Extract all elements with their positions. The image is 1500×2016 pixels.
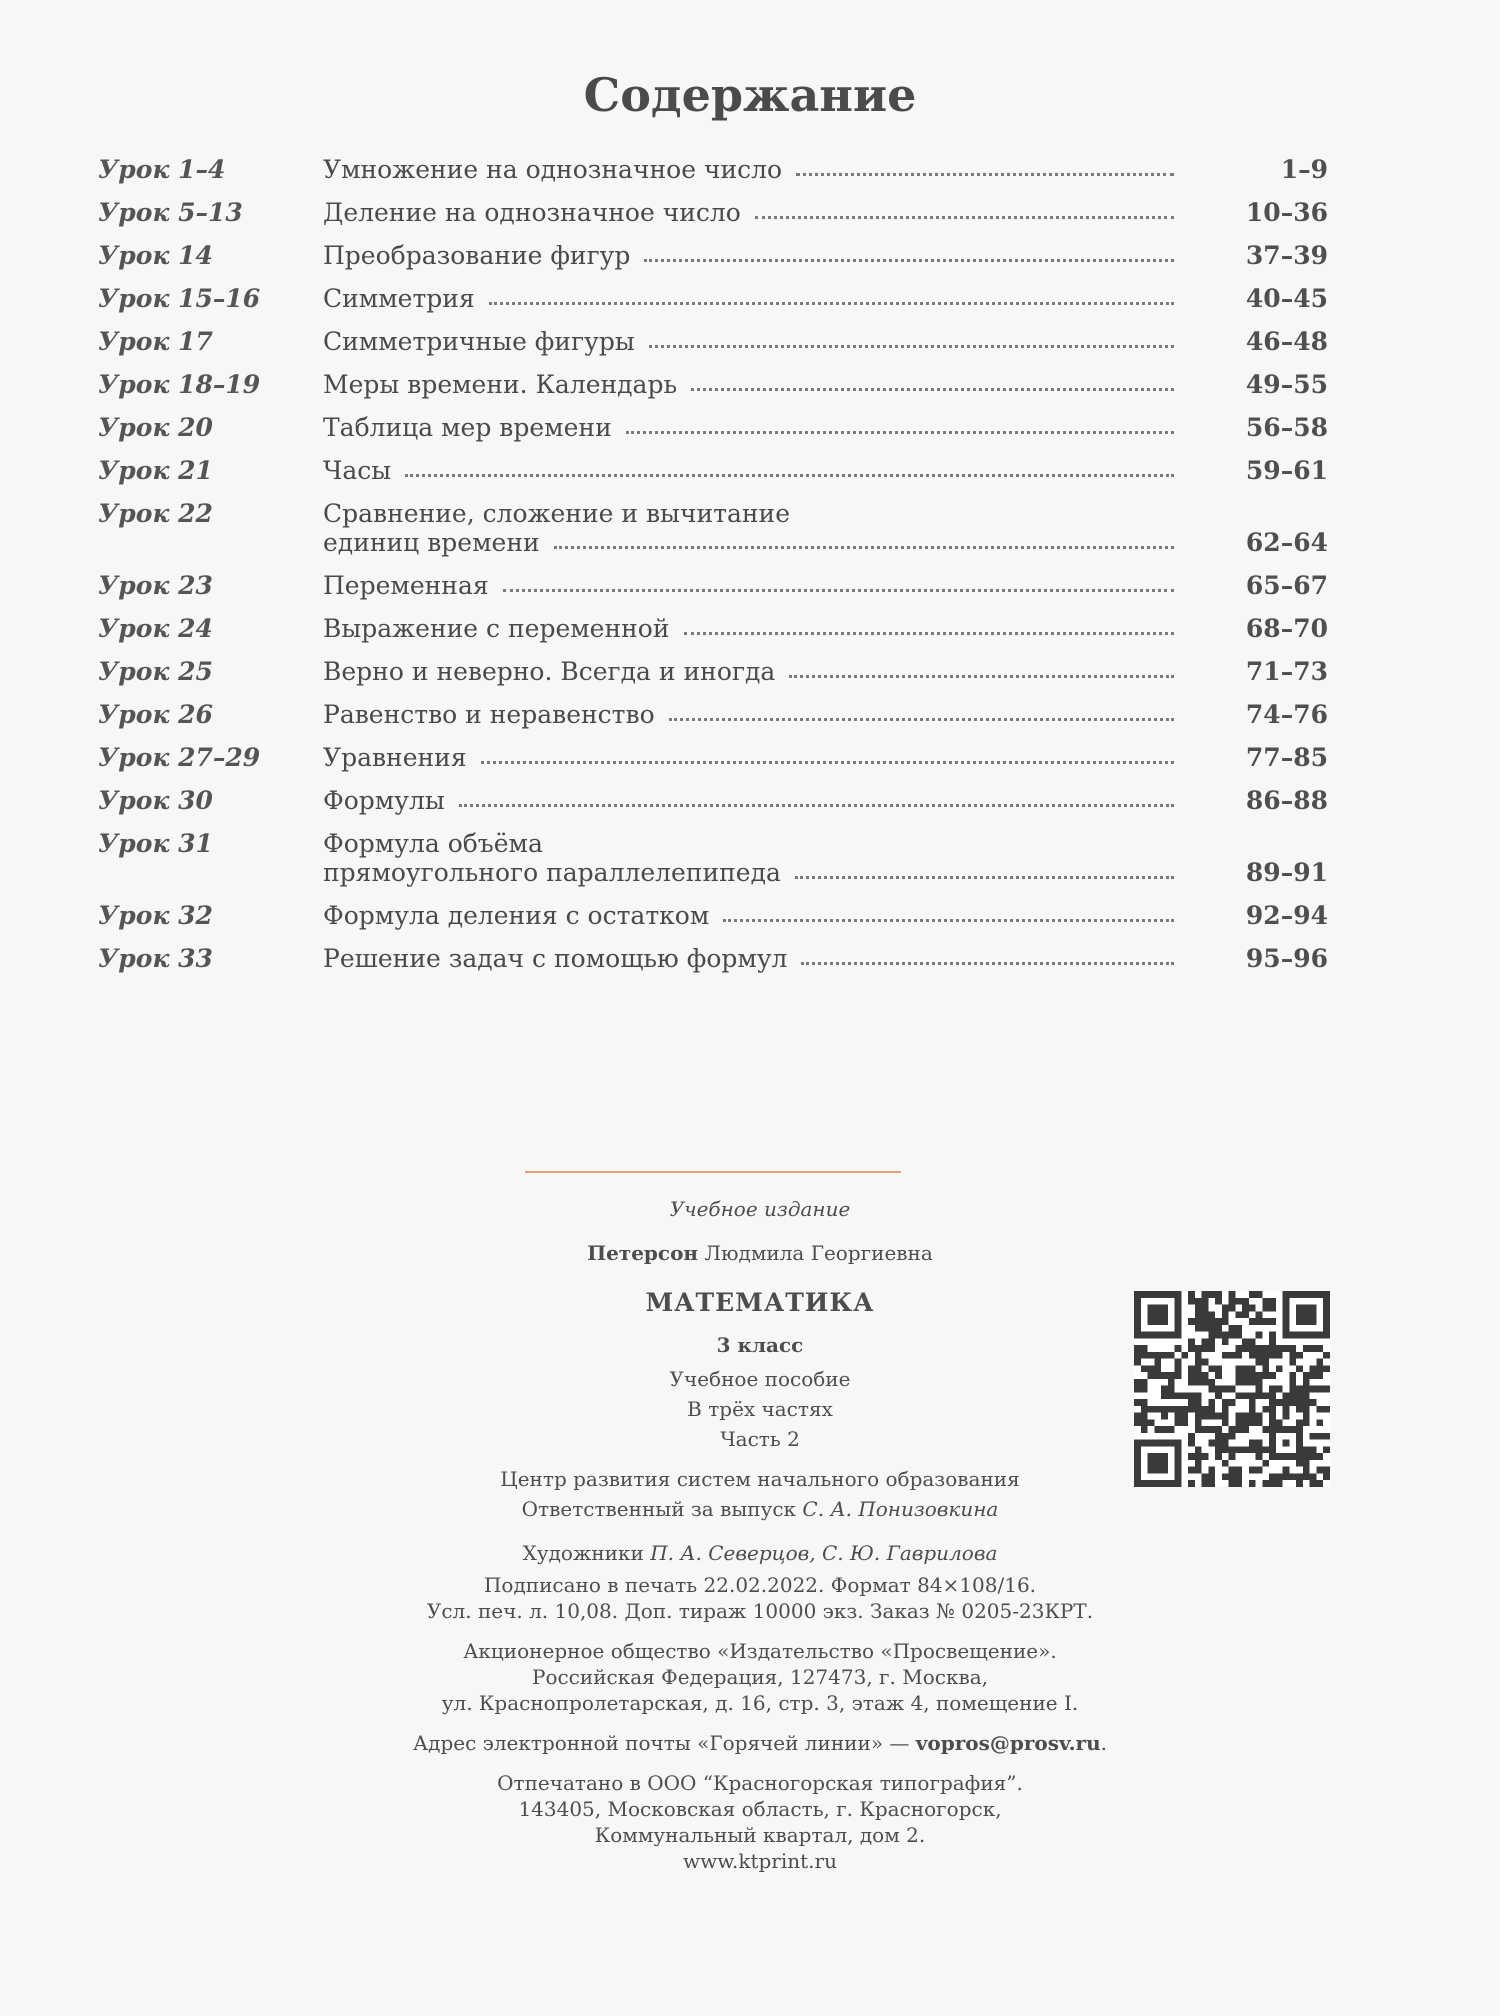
toc-leader-dots [755, 198, 1174, 219]
toc-topic-text: Симметрия [323, 284, 475, 313]
book-type: Учебное пособие [669, 1367, 851, 1391]
toc-leader-dots [691, 370, 1174, 391]
toc-leader-dots [789, 657, 1174, 678]
toc-pages: 95–96 [1245, 944, 1328, 973]
toc-topic-text: Таблица мер времени [323, 413, 612, 442]
toc-row [98, 148, 1328, 191]
toc-row [98, 937, 1328, 980]
toc-lesson: Урок 26 [98, 700, 213, 729]
toc-topic-text: Деление на однозначное число [323, 198, 741, 227]
printer-line-3: Коммунальный квартал, дом 2. [594, 1823, 926, 1847]
grade: 3 класс [716, 1333, 804, 1357]
toc-pages: 71–73 [1245, 657, 1328, 686]
publisher-line-2: Российская Федерация, 127473, г. Москва, [531, 1665, 988, 1689]
artists-label: Художники [522, 1541, 651, 1565]
toc-leader-dots [405, 456, 1174, 477]
toc-lesson: Урок 25 [98, 657, 213, 686]
toc-topic-line [323, 657, 1328, 686]
toc-topic [323, 456, 1328, 485]
toc-pages: 37–39 [1245, 241, 1328, 270]
toc-leader-dots [459, 786, 1174, 807]
toc-topic [323, 499, 1328, 557]
toc-topic [323, 571, 1328, 600]
toc-topic-line [323, 700, 1328, 729]
toc-pages: 59–61 [1245, 456, 1328, 485]
toc-leader-dots [669, 700, 1174, 721]
toc-topic-line [323, 198, 1328, 227]
toc-pages: 56–58 [1245, 413, 1328, 442]
toc-lesson: Урок 23 [98, 571, 213, 600]
toc-topic-text: Выражение с переменной [323, 614, 670, 643]
table-of-contents [98, 148, 1328, 980]
email-label: Адрес электронной почты «Горячей линии» — [412, 1731, 916, 1755]
toc-leader-dots [796, 155, 1174, 176]
toc-pages: 65–67 [1245, 571, 1328, 600]
toc-topic [323, 284, 1328, 313]
toc-topic [323, 241, 1328, 270]
imprint-block [330, 1196, 1190, 1874]
toc-topic-line [323, 155, 1328, 184]
edition-label: Учебное издание [669, 1197, 851, 1221]
toc-topic-line [323, 284, 1328, 313]
toc-lesson: Урок 27–29 [98, 743, 261, 772]
qr-code [1134, 1291, 1330, 1487]
toc-leader-dots [481, 743, 1174, 764]
toc-pages: 46–48 [1245, 327, 1328, 356]
toc-topic [323, 413, 1328, 442]
toc-topic-text: единиц времени [323, 528, 540, 557]
toc-topic [323, 155, 1328, 184]
toc-row [98, 320, 1328, 363]
toc-row [98, 607, 1328, 650]
publisher-line-3: ул. Краснопролетарская, д. 16, стр. 3, этаж 4, помещение I. [441, 1691, 1079, 1715]
toc-topic-text: Формула деления с остатком [323, 901, 710, 930]
toc-row [98, 564, 1328, 607]
toc-topic-text: Симметричные фигуры [323, 327, 635, 356]
toc-topic-line [323, 413, 1328, 442]
toc-lesson: Урок 15–16 [98, 284, 261, 313]
signed-info: Подписано в печать 22.02.2022. Формат 84×108/16. [483, 1573, 1037, 1597]
toc-topic [323, 370, 1328, 399]
toc-pages: 74–76 [1245, 700, 1328, 729]
toc-topic-line [323, 786, 1328, 815]
toc-leader-dots [503, 571, 1174, 592]
parts-count: В трёх частях [687, 1397, 833, 1421]
toc-topic-text: Переменная [323, 571, 489, 600]
toc-lesson: Урок 30 [98, 786, 213, 815]
toc-topic-text: Уравнения [323, 743, 467, 772]
toc-topic-text: Умножение на однозначное число [323, 155, 783, 184]
toc-topic-line [323, 743, 1328, 772]
toc-topic [323, 700, 1328, 729]
toc-topic [323, 829, 1328, 887]
print-info: Усл. печ. л. 10,08. Доп. тираж 10000 экз. Заказ № 0205-23КРТ. [426, 1599, 1094, 1623]
author-last-name: Петерсон [587, 1241, 699, 1265]
toc-lesson: Урок 17 [98, 327, 213, 356]
toc-topic-line [323, 858, 1328, 887]
toc-lesson: Урок 22 [98, 499, 213, 528]
toc-row [98, 650, 1328, 693]
toc-row [98, 822, 1328, 894]
toc-lesson: Урок 31 [98, 829, 213, 858]
center-name: Центр развития систем начального образования [500, 1467, 1020, 1491]
toc-leader-dots [723, 901, 1174, 922]
toc-topic-line [323, 571, 1328, 600]
toc-pages: 86–88 [1245, 786, 1328, 815]
publisher-line-1: Акционерное общество «Издательство «Просвещение». [463, 1639, 1057, 1663]
toc-topic-line [323, 370, 1328, 399]
toc-leader-dots [801, 944, 1174, 965]
responsible-name: С. А. Понизовкина [802, 1497, 999, 1521]
toc-pages: 92–94 [1245, 901, 1328, 930]
toc-lesson: Урок 21 [98, 456, 213, 485]
responsible [330, 1494, 1190, 1524]
email-end: . [1100, 1731, 1107, 1755]
toc-row [98, 894, 1328, 937]
toc-row [98, 492, 1328, 564]
email-link[interactable]: vopros@prosv.ru [915, 1731, 1101, 1755]
toc-row [98, 449, 1328, 492]
author [330, 1240, 1190, 1266]
toc-topic-line [323, 829, 1328, 858]
toc-leader-dots [489, 284, 1174, 305]
toc-leader-dots [684, 614, 1174, 635]
toc-pages: 68–70 [1245, 614, 1328, 643]
toc-topic-text: Верно и неверно. Всегда и иногда [323, 657, 776, 686]
toc-pages: 10–36 [1245, 198, 1328, 227]
toc-pages: 62–64 [1245, 528, 1328, 557]
toc-topic [323, 786, 1328, 815]
printer-website[interactable]: www.ktprint.ru [683, 1849, 837, 1873]
toc-topic-line [323, 327, 1328, 356]
toc-topic-line [323, 528, 1328, 557]
toc-topic [323, 327, 1328, 356]
toc-topic-line [323, 614, 1328, 643]
toc-topic-line [323, 499, 1328, 528]
book-title: МАТЕМАТИКА [645, 1288, 875, 1317]
part-number: Часть 2 [720, 1427, 800, 1451]
toc-lesson: Урок 33 [98, 944, 213, 973]
toc-topic-line [323, 901, 1328, 930]
toc-topic-text: Часы [323, 456, 392, 485]
toc-pages: 77–85 [1245, 743, 1328, 772]
toc-row [98, 693, 1328, 736]
toc-row [98, 363, 1328, 406]
toc-topic [323, 657, 1328, 686]
toc-row [98, 234, 1328, 277]
toc-pages: 1–9 [1280, 155, 1328, 184]
toc-row [98, 191, 1328, 234]
toc-topic [323, 901, 1328, 930]
divider [525, 1171, 901, 1173]
toc-leader-dots [626, 413, 1174, 434]
page-title: Содержание [583, 68, 917, 122]
toc-lesson: Урок 20 [98, 413, 213, 442]
toc-topic [323, 944, 1328, 973]
toc-topic-line [323, 456, 1328, 485]
toc-row [98, 779, 1328, 822]
toc-row [98, 736, 1328, 779]
printer-line-1: Отпечатано в ООО “Красногорская типография”. [497, 1771, 1023, 1795]
toc-topic-text: Равенство и неравенство [323, 700, 655, 729]
toc-pages: 89–91 [1245, 858, 1328, 887]
toc-topic [323, 743, 1328, 772]
printer-line-2: 143405, Московская область, г. Красногорск, [518, 1797, 1002, 1821]
toc-pages: 49–55 [1245, 370, 1328, 399]
toc-leader-dots [554, 528, 1174, 549]
toc-topic-line [323, 944, 1328, 973]
toc-leader-dots [795, 858, 1174, 879]
toc-topic-line [323, 241, 1328, 270]
toc-leader-dots [644, 241, 1174, 262]
toc-leader-dots [649, 327, 1174, 348]
artists [330, 1538, 1190, 1568]
toc-lesson: Урок 1–4 [98, 155, 226, 184]
toc-topic-text: Меры времени. Календарь [323, 370, 678, 399]
toc-topic-text: прямоугольного параллелепипеда [323, 858, 781, 887]
toc-topic-text: Формулы [323, 786, 445, 815]
toc-lesson: Урок 24 [98, 614, 213, 643]
toc-topic-text: Сравнение, сложение и вычитание [323, 499, 791, 528]
toc-lesson: Урок 5–13 [98, 198, 243, 227]
toc-topic [323, 198, 1328, 227]
artists-names: П. А. Северцов, С. Ю. Гаврилова [650, 1541, 998, 1565]
toc-topic-text: Решение задач с помощью формул [323, 944, 788, 973]
toc-row [98, 277, 1328, 320]
toc-topic [323, 614, 1328, 643]
hotline-email [330, 1730, 1190, 1756]
author-first-names: Людмила Георгиевна [698, 1241, 933, 1265]
toc-lesson: Урок 14 [98, 241, 213, 270]
toc-lesson: Урок 18–19 [98, 370, 261, 399]
toc-lesson: Урок 32 [98, 901, 213, 930]
toc-row [98, 406, 1328, 449]
toc-pages: 40–45 [1245, 284, 1328, 313]
toc-topic-text: Преобразование фигур [323, 241, 631, 270]
toc-topic-text: Формула объёма [323, 829, 543, 858]
responsible-label: Ответственный за выпуск [521, 1497, 803, 1521]
